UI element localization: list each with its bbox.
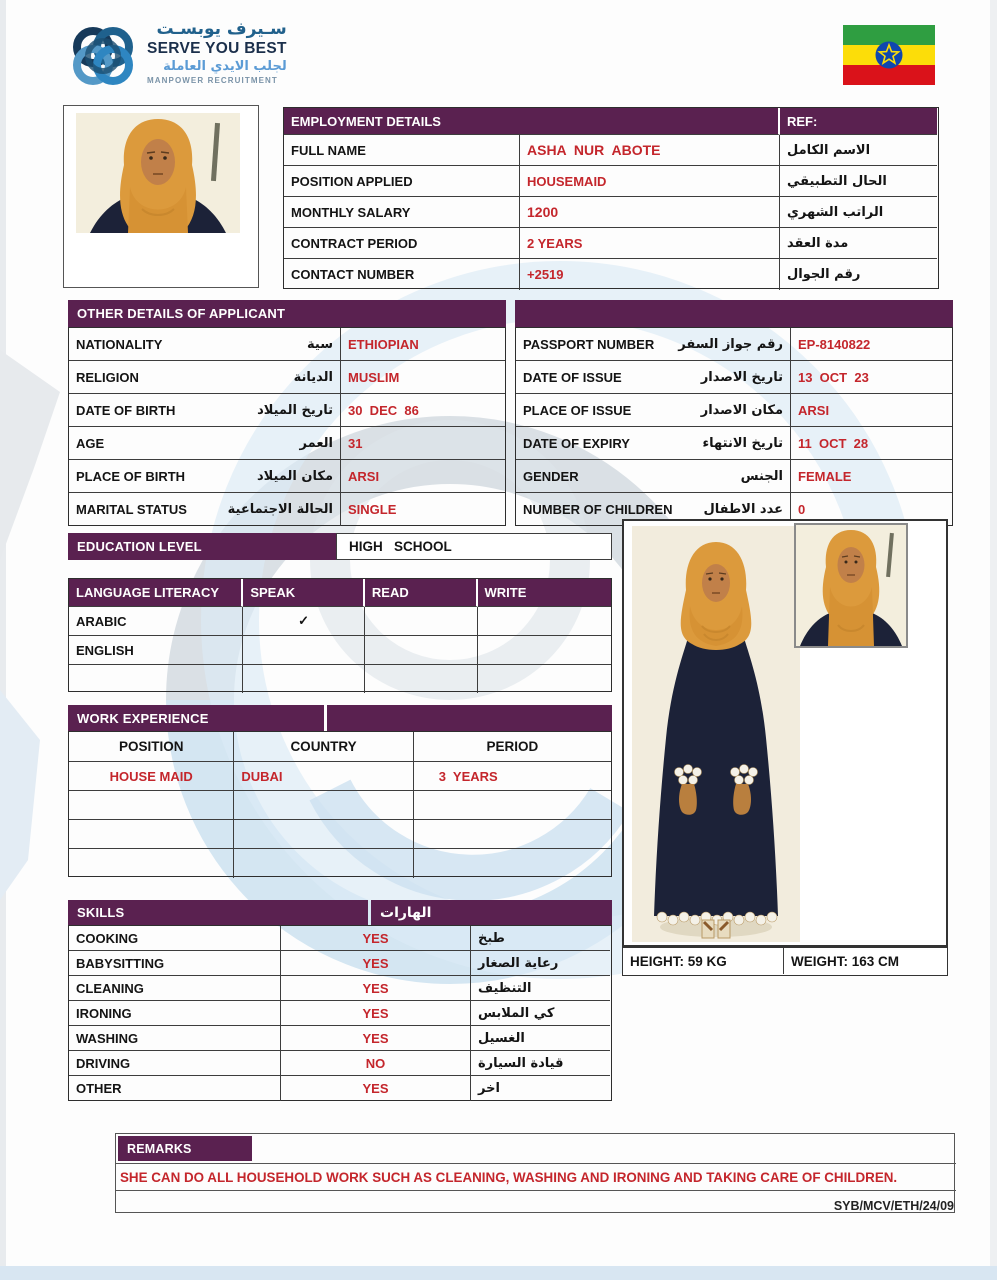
field-arabic: سية (307, 336, 333, 352)
skill-label: OTHER (69, 1076, 281, 1101)
field-value: ARSI (791, 394, 952, 427)
experience-position: HOUSE MAID (69, 762, 234, 791)
skill-arabic: قيادة السيارة (471, 1051, 610, 1076)
weight-value: WEIGHT: 163 CM (791, 953, 900, 969)
field-value: 0 (798, 502, 806, 517)
skill-value: YES (281, 926, 471, 951)
country-header: COUNTRY (234, 732, 413, 762)
skills-title: SKILLS (68, 900, 368, 925)
field-label: DATE OF ISSUE (523, 369, 622, 385)
field-arabic: تاريخ الاصدار (700, 369, 783, 385)
skills-title-arabic: الهارات (371, 900, 612, 925)
field-arabic: مدة العقد (780, 228, 937, 259)
employment-ref-label: REF: (780, 108, 937, 135)
experience-country (234, 791, 413, 820)
logo-arabic-tagline: لجلب الايدي العاملة (163, 59, 287, 74)
read-check (365, 665, 478, 693)
language-header: LANGUAGE LITERACY (69, 579, 243, 607)
agency-logo (66, 18, 296, 100)
applicant-photo-inset-frame (794, 523, 908, 648)
field-arabic: رقم جواز السفر (678, 336, 783, 352)
experience-country: DUBAI (234, 762, 413, 791)
field-label: PASSPORT NUMBER (523, 336, 655, 352)
experience-position (69, 791, 234, 820)
write-header: WRITE (478, 579, 612, 607)
remarks-title: REMARKS (118, 1136, 252, 1161)
field-label: POSITION APPLIED (284, 166, 520, 197)
field-arabic: رقم الجوال (787, 267, 861, 282)
language-name: ENGLISH (69, 636, 243, 665)
field-label: GENDER (523, 468, 579, 484)
other-details-title: OTHER DETAILS OF APPLICANT (68, 300, 506, 327)
field-arabic: الديانة (293, 369, 333, 385)
read-check (365, 607, 478, 636)
skill-arabic: اخر (478, 1081, 500, 1096)
field-value: SINGLE (348, 502, 397, 517)
document-code: SYB/MCV/ETH/24/09 (833, 1199, 954, 1213)
field-arabic: العمر (299, 435, 333, 451)
field-value: 31 (341, 427, 505, 460)
skill-label: CLEANING (69, 976, 281, 1001)
field-value: MUSLIM (341, 361, 505, 394)
field-label: PLACE OF BIRTH (76, 468, 186, 484)
field-arabic: الحال التطبيقي (780, 166, 937, 197)
height-value: HEIGHT: 59 KG (623, 948, 784, 974)
remarks-text: SHE CAN DO ALL HOUSEHOLD WORK SUCH AS CLEANING, WASHING AND IRONING AND TAKING CARE OF CHILDREN. (116, 1163, 956, 1191)
skill-value: YES (281, 1001, 471, 1026)
skill-label: DRIVING (69, 1051, 281, 1076)
skill-label: BABYSITTING (69, 951, 281, 976)
logo-knot-icon (66, 18, 140, 94)
skill-label: COOKING (69, 926, 281, 951)
physical-stats-row (622, 947, 948, 976)
write-check (478, 636, 612, 665)
work-experience-table (68, 731, 612, 877)
skill-arabic: الغسيل (471, 1026, 610, 1051)
field-arabic: الجنس (740, 468, 783, 484)
field-value: +2519 (520, 259, 780, 290)
field-arabic: الراتب الشهري (780, 197, 937, 228)
field-value: 13 OCT 23 (791, 361, 952, 394)
skill-arabic: التنظيف (471, 976, 610, 1001)
field-label: DATE OF BIRTH (76, 402, 176, 418)
speak-header: SPEAK (243, 579, 365, 607)
read-check (365, 636, 478, 665)
field-value: EP-8140822 (791, 328, 952, 361)
skills-table (68, 925, 612, 1101)
skill-label: IRONING (69, 1001, 281, 1026)
field-value: 30 DEC 86 (341, 394, 505, 427)
skill-value: YES (281, 976, 471, 1001)
ethiopia-flag (843, 25, 935, 85)
write-check (478, 665, 612, 693)
logo-arabic-name: سـيرف يوبسـت (156, 19, 287, 39)
field-value: ARSI (341, 460, 505, 493)
field-value: HOUSEMAID (520, 166, 780, 197)
skill-value: NO (281, 1051, 471, 1076)
skill-arabic: طبخ (471, 926, 610, 951)
skill-label: WASHING (69, 1026, 281, 1051)
field-value: ASHA NUR ABOTE (520, 135, 780, 166)
education-level-value: HIGH SCHOOL (336, 533, 612, 560)
field-label: MARITAL STATUS (76, 502, 187, 517)
field-arabic: مكان الميلاد (256, 468, 333, 484)
experience-country (234, 849, 413, 878)
field-arabic: عدد الاطفال (703, 502, 783, 517)
logo-tagline: MANPOWER RECRUITMENT (147, 76, 278, 85)
field-label: DATE OF EXPIRY (523, 435, 630, 451)
language-name (69, 665, 243, 693)
field-value: 2 YEARS (520, 228, 780, 259)
speak-check (243, 665, 365, 693)
field-arabic: تاريخ الانتهاء (702, 435, 783, 451)
applicant-photo-fullbody (632, 526, 800, 942)
language-literacy-table (68, 578, 612, 692)
field-arabic: تاريخ الميلاد (257, 402, 333, 418)
experience-period (414, 791, 611, 820)
field-arabic: الحالة الاجتماعية (227, 502, 333, 517)
education-level-label: EDUCATION LEVEL (68, 533, 336, 560)
applicant-photo-small-frame (63, 105, 259, 288)
experience-country (234, 820, 413, 849)
other-details-right-table (515, 327, 953, 526)
experience-period: 3 YEARS (414, 762, 611, 791)
write-check (478, 607, 612, 636)
other-details-left-table (68, 327, 506, 526)
field-label: RELIGION (76, 369, 139, 385)
field-value: 1200 (520, 197, 780, 228)
field-label: CONTACT NUMBER (284, 259, 520, 290)
field-label: PLACE OF ISSUE (523, 402, 632, 418)
skill-value: YES (281, 1076, 471, 1101)
language-name: ARABIC (69, 607, 243, 636)
experience-period (414, 820, 611, 849)
experience-position (69, 820, 234, 849)
field-arabic: الاسم الكامل (780, 135, 937, 166)
field-label: AGE (76, 435, 105, 451)
experience-period (414, 849, 611, 878)
field-value: FEMALE (791, 460, 952, 493)
logo-name: SERVE YOU BEST (147, 40, 287, 57)
experience-position (69, 849, 234, 878)
period-header: PERIOD (414, 732, 611, 762)
field-label: MONTHLY SALARY (284, 197, 520, 228)
applicant-photo-inset (796, 525, 906, 646)
field-label: CONTRACT PERIOD (284, 228, 520, 259)
field-value: 11 OCT 28 (791, 427, 952, 460)
field-label: NATIONALITY (76, 336, 163, 352)
work-experience-title: WORK EXPERIENCE (68, 705, 324, 731)
work-experience-title-right (327, 705, 612, 731)
skill-arabic: رعاية الصغار (471, 951, 610, 976)
speak-check: ✓ (243, 607, 365, 636)
field-arabic: مكان الاصدار (700, 402, 783, 418)
field-value: ETHIOPIAN (341, 328, 505, 361)
field-label: FULL NAME (284, 135, 520, 166)
other-details-title-right (515, 300, 953, 327)
read-header: READ (365, 579, 478, 607)
skill-value: YES (281, 1026, 471, 1051)
employment-details-table (283, 107, 939, 289)
speak-check (243, 636, 365, 665)
skill-value: YES (281, 951, 471, 976)
employment-title: EMPLOYMENT DETAILS (284, 108, 780, 135)
position-header: POSITION (69, 732, 234, 762)
applicant-photo-full-frame (622, 519, 948, 947)
field-label: NUMBER OF CHILDREN (523, 502, 673, 517)
skill-arabic: كي الملابس (471, 1001, 610, 1026)
applicant-photo-small (76, 113, 240, 233)
